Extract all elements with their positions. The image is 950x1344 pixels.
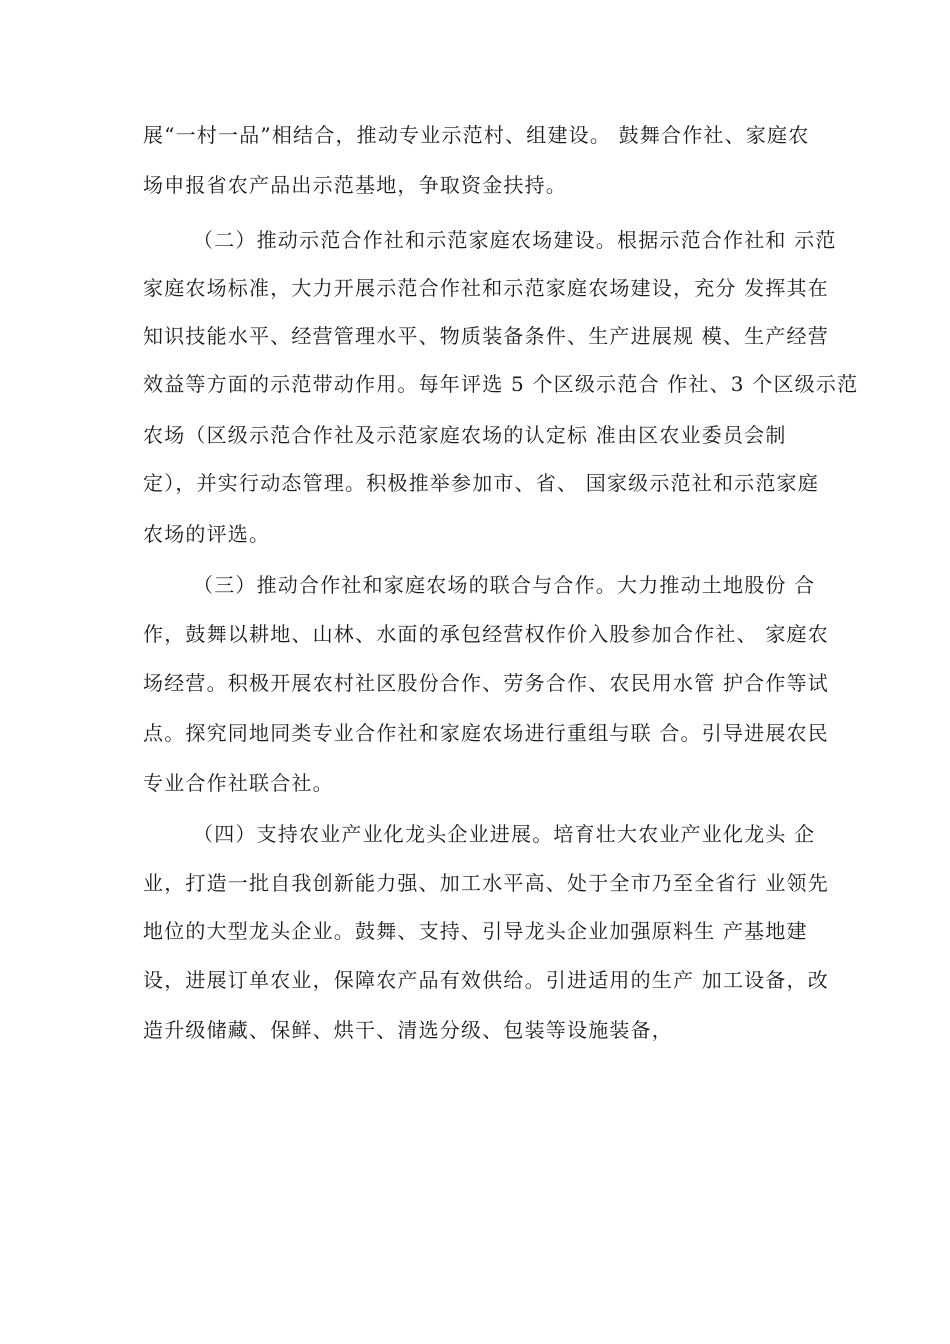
- text-line: 农场的评选。: [143, 522, 271, 546]
- paragraph-3-start: （三）推动合作社和家庭农场的联合与合作。大力推动土地股份 合: [193, 573, 816, 597]
- text-line: 场申报省农产品出示范基地，争取资金扶持。: [143, 173, 567, 197]
- text-line: 设，进展订单农业，保障农产品有效供给。引进适用的生产 加工设备，改: [143, 968, 829, 992]
- text-line: 定），并实行动态管理。积极推举参加市、省、 国家级示范社和示范家庭: [143, 471, 819, 495]
- text-line: 业，打造一批自我创新能力强、加工水平高、处于全市乃至全省行 业领先: [143, 871, 829, 895]
- text-line: 家庭农场标准，大力开展示范合作社和示范家庭农场建设，充分 发挥其在: [143, 276, 829, 300]
- paragraph-2-start: （二）推动示范合作社和示范家庭农场建设。根据示范合作社和 示范: [193, 228, 837, 252]
- text-line: 场经营。积极开展农村社区股份合作、劳务合作、农民用水管 护合作等试: [143, 671, 829, 695]
- text-line: 农场（区级示范合作社及示范家庭农场的认定标 准由区农业委员会制: [143, 423, 787, 447]
- text-line: 知识技能水平、经营管理水平、物质装备条件、生产进展规 模、生产经营: [143, 324, 829, 348]
- text-line: 效益等方面的示范带动作用。每年评选 5 个区级示范合 作社、3 个区级示范: [143, 372, 859, 396]
- text-line: 地位的大型龙头企业。鼓舞、支持、引导龙头企业加强原料生 产基地建: [143, 919, 808, 943]
- text-line: 造升级储藏、保鲜、烘干、清选分级、包装等设施装备，: [143, 1018, 673, 1042]
- text-line: 专业合作社联合社。: [143, 771, 334, 795]
- text-line: 点。探究同地同类专业合作社和家庭农场进行重组与联 合。引导进展农民: [143, 721, 829, 745]
- text-line: 作，鼓舞以耕地、山林、水面的承包经营权作价入股参加合作社、 家庭农: [143, 622, 829, 646]
- text-line: 展“一村一品”相结合，推动专业示范村、组建设。 鼓舞合作社、家庭农: [143, 123, 810, 147]
- paragraph-4-start: （四）支持农业产业化龙头企业进展。培育壮大农业产业化龙头 企: [193, 822, 816, 846]
